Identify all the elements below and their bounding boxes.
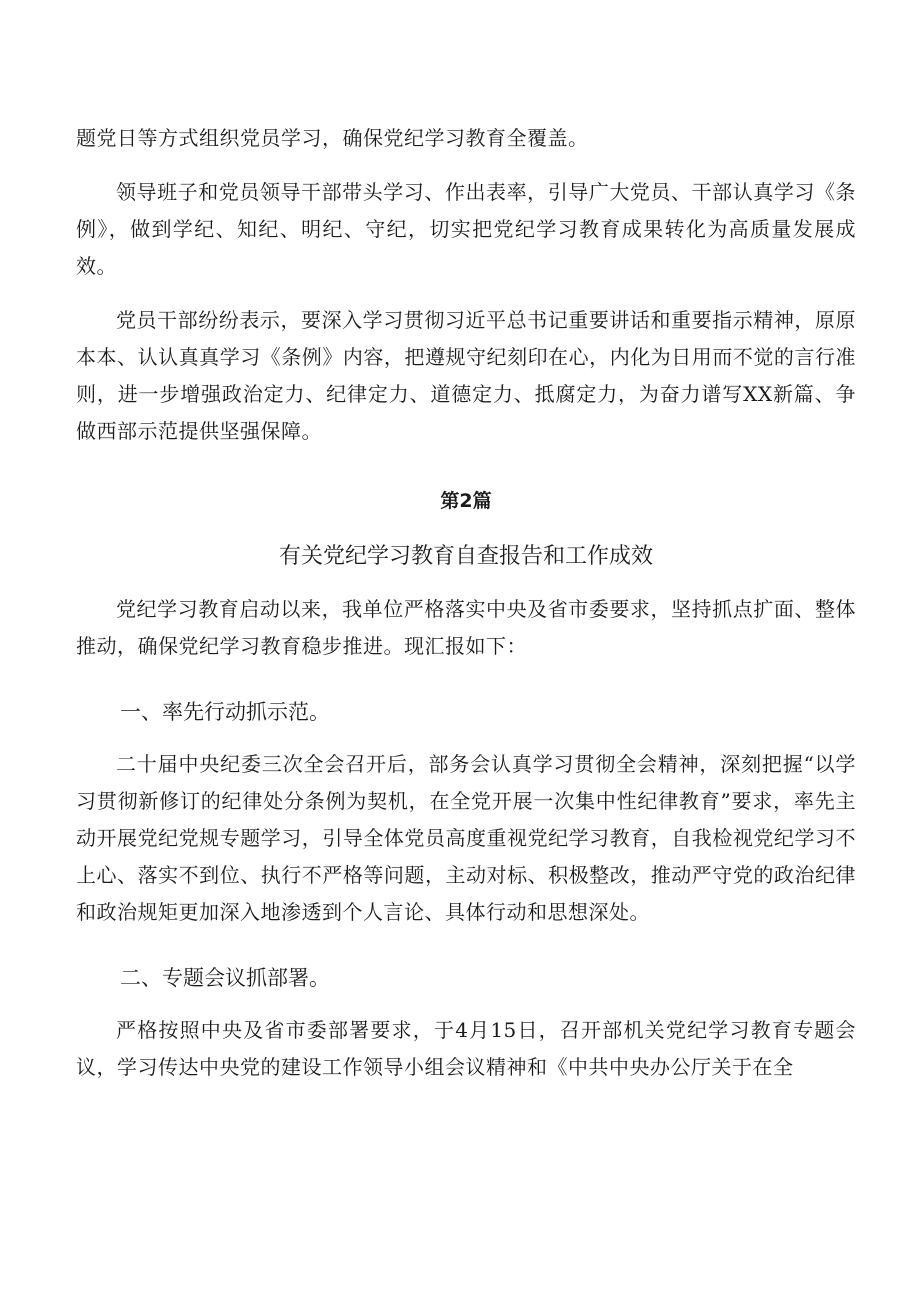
paragraph-leadership: 领导班子和党员领导干部带头学习、作出表率，引导广大党员、干部认真学习《条例》，做到学纪、知纪、明纪、守纪，切实把党纪学习教育成果转化为高质量发展成效。 xyxy=(76,180,856,278)
section-heading-2: 二、专题会议抓部署。 xyxy=(120,966,330,990)
paragraph-members-statement: 党员干部纷纷表示，要深入学习贯彻习近平总书记重要讲话和重要指示精神，原原本本、认认真真学习《条例》内容，把遵规守纪刻印在心，内化为日用而不觉的言行准则，进一步增强政治定力、纪律定力、道德定力、抵腐定力，为奋力谱写XX新篇、争做西部示范提供坚强保障。 xyxy=(76,308,856,443)
document-page xyxy=(76,120,856,1086)
section-body-1: 二十届中央纪委三次全会召开后，部务会认真学习贯彻全会精神，深刻把握“以学习贯彻新修订的纪律处分条例为契机，在全党开展一次集中性纪律教育”要求，率先主动开展党纪党规专题学习，引导全体党员高度重视党纪学习教育，自我检视党纪学习不上心、落实不到位、执行不严格等问题，主动对标、积极整改，推动严守党的政治纪律和政治规矩更加深入地渗透到个人言论、具体行动和思想深处。 xyxy=(76,752,856,924)
part-label: 第2篇 xyxy=(440,490,492,512)
document-title: 有关党纪学习教育自查报告和工作成效 xyxy=(278,544,653,569)
paragraph-continuation: 题党日等方式组织党员学习，确保党纪学习教育全覆盖。 xyxy=(76,126,589,150)
section-heading-1: 一、率先行动抓示范。 xyxy=(120,700,330,724)
section-body-2: 严格按照中央及省市委部署要求，于4月15日，召开部机关党纪学习教育专题会议，学习传达中央党的建设工作领导小组会议精神和《中共中央办公厅关于在全 xyxy=(76,1018,856,1079)
intro-paragraph: 党纪学习教育启动以来，我单位严格落实中央及省市委要求，坚持抓点扩面、整体推动，确保党纪学习教育稳步推进。现汇报如下： xyxy=(76,597,856,658)
